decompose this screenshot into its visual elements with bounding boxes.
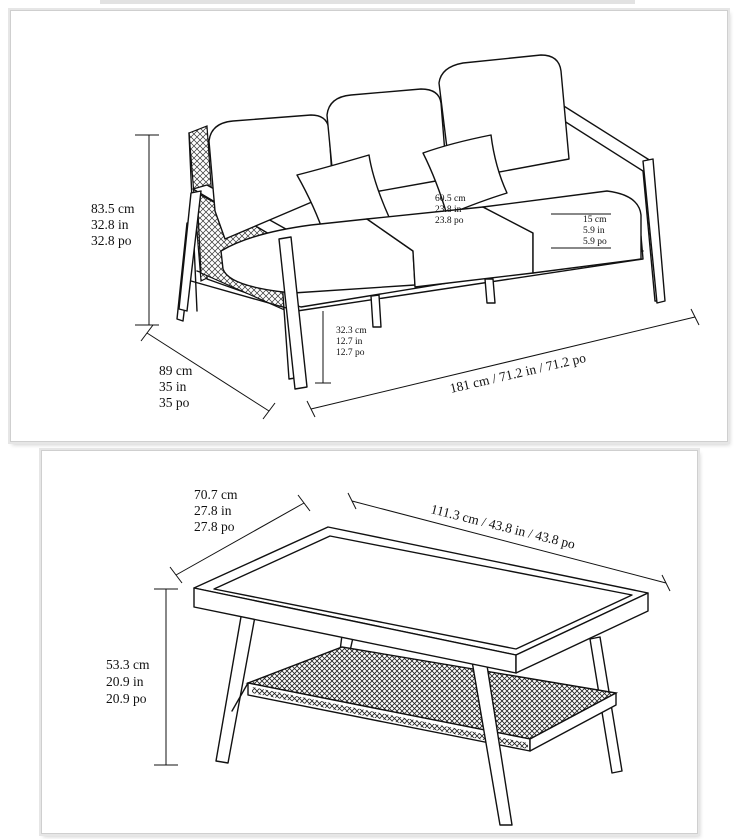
sofa-height-dimension [135, 135, 159, 325]
seat-depth-po: 23.8 po [435, 216, 464, 226]
sofa-width-label: 181 cm / 71.2 in / 71.2 po [448, 350, 588, 396]
seat-height-dimension [315, 311, 331, 383]
table-height-dimension [154, 589, 178, 765]
top-divider-strip [100, 0, 635, 4]
sofa-height-in: 32.8 in [91, 217, 129, 232]
sofa-drawing [11, 11, 727, 441]
table-height-po: 20.9 po [106, 691, 147, 706]
table-depth-cm: 70.7 cm [194, 487, 238, 502]
cushion-in: 5.9 in [583, 226, 605, 236]
table-depth-po: 27.8 po [194, 519, 235, 534]
sofa-depth-po: 35 po [159, 395, 190, 410]
table-top [194, 527, 648, 673]
seat-depth-in: 23.8 in [435, 205, 462, 215]
seat-height-cm: 32.3 cm [336, 326, 367, 336]
table-height-cm: 53.3 cm [106, 657, 150, 672]
table-height-in: 20.9 in [106, 674, 144, 689]
table-depth-in: 27.8 in [194, 503, 232, 518]
sofa-dimension-panel [10, 10, 728, 442]
seat-height-in: 12.7 in [336, 337, 363, 347]
sofa-depth-in: 35 in [159, 379, 187, 394]
table-lower-shelf [248, 647, 616, 751]
sofa-depth-cm: 89 cm [159, 363, 193, 378]
table-width-label: 111.3 cm / 43.8 in / 43.8 po [429, 501, 577, 552]
cushion-po: 5.9 po [583, 237, 607, 247]
sofa-height-po: 32.8 po [91, 233, 132, 248]
cushion-cm: 15 cm [583, 215, 607, 225]
table-dimension-panel [41, 450, 698, 834]
seat-depth-cm: 60.5 cm [435, 194, 466, 204]
seat-height-po: 12.7 po [336, 348, 365, 358]
coffee-table-drawing [42, 451, 697, 833]
sofa-height-cm: 83.5 cm [91, 201, 135, 216]
